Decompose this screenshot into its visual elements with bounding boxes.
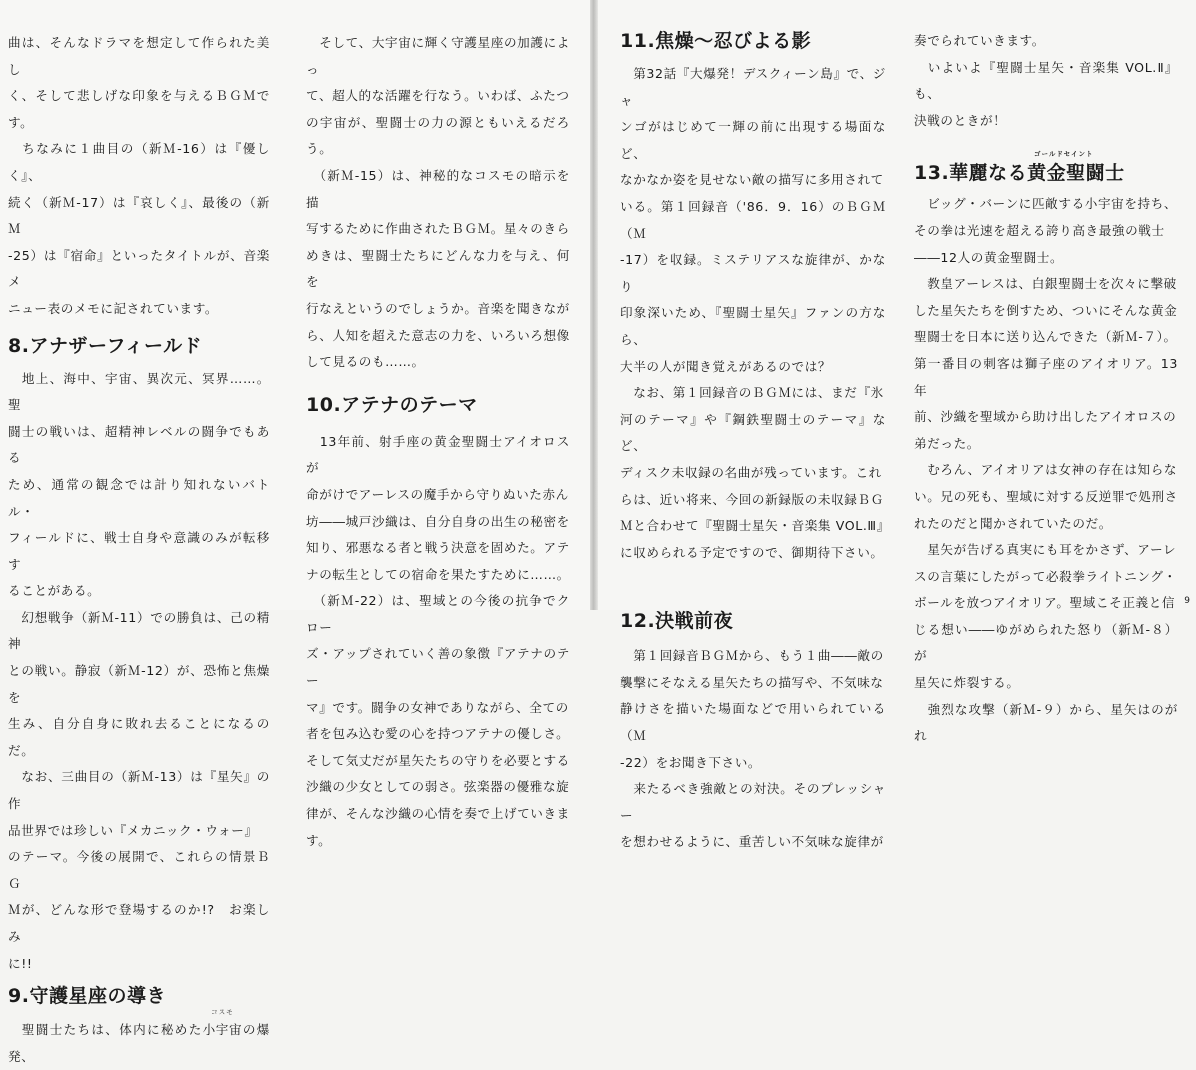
text-line: 前、沙織を聖域から助け出したアイオロスの — [914, 409, 1177, 425]
text-line: なかなか姿を見せない敵の描写に多用されて — [620, 172, 884, 188]
column-4-paragraph — [914, 28, 1178, 134]
left-column-2 — [306, 30, 570, 854]
text-line: 生み、自分自身に敗れ去ることになるのだ。 — [8, 716, 270, 758]
text-line: 行なえというのでしょうか。音楽を聞きなが — [306, 300, 570, 316]
text-line: して見るのも……。 — [306, 354, 425, 370]
text-line: 第一番目の刺客は獅子座のアイオリア。13年 — [914, 355, 1178, 398]
text-line: 第１回録音ＢＧＭから、もう１曲――敵の — [620, 648, 884, 664]
right-page — [598, 0, 1196, 850]
text-line: そして、大宇宙に輝く守護星座の加護によっ — [306, 35, 570, 77]
page-number: 9 — [1184, 596, 1190, 606]
text-line: ため、通常の観念では計り知れないバトル・ — [8, 476, 270, 519]
text-line: 者を包み込む愛の心を持つアテナの優しさ。 — [306, 726, 570, 742]
text-line: むろん、アイオリアは女神の存在は知らな — [914, 462, 1178, 478]
text-line: -22）をお聞き下さい。 — [620, 754, 762, 770]
left-column-1 — [8, 30, 270, 1070]
section-13-title: ゴールドセイント 13.華麗なる黄金聖闘士 — [914, 150, 1125, 185]
text-line: 奏でられていきます。 — [914, 33, 1045, 48]
text-line: -17）を収録。ミステリアスな旋律が、かなり — [620, 252, 886, 294]
text-line: 命がけでアーレスの魔手から守りぬいた赤ん — [306, 486, 569, 502]
text-line: て、超人的な活躍を行なう。いわば、ふたつ — [306, 88, 570, 104]
text-line: らは、近い将来、今回の新録版の未収録ＢＧ — [620, 491, 884, 507]
text-line: 地上、海中、宇宙、異次元、冥界……。聖 — [8, 370, 270, 413]
text-line: 沙織の少女としての弱さ。弦楽器の優雅な旋 — [306, 779, 570, 795]
text-line: 13年前、射手座の黄金聖闘士アイオロスが — [306, 433, 570, 476]
book-gutter — [590, 0, 598, 610]
text-line: 静けさを描いた場面などで用いられている（Ｍ — [620, 701, 886, 744]
text-line: 第32話『大爆発！デスクィーン島』で、ジャ — [620, 66, 886, 108]
text-line: 闘士の戦いは、超精神レベルの闘争でもある — [8, 423, 270, 466]
text-line: に!! — [8, 955, 33, 971]
text-line: れたのだと聞かされていたのだ。 — [914, 515, 1112, 531]
text-line: いる。第１回録音（'86．9．16）のＢＧＭ（Ｍ — [620, 198, 886, 241]
text-line: フィールドに、戦士自身や意識のみが転移す — [8, 530, 270, 572]
section-8-title: 8.アナザーフィールド — [8, 334, 203, 357]
text-line: い。兄の死も、聖域に対する反逆罪で処刑さ — [914, 488, 1178, 504]
text-line: スの言葉にしたがって必殺拳ライトニング・ — [914, 568, 1177, 584]
text-line: のテーマ。今後の展開で、これらの情景ＢＧ — [8, 849, 270, 891]
text-line: （新Ｍ-15）は、神秘的なコスモの暗示を描 — [306, 167, 570, 210]
text-line: 幻想戦争（新Ｍ-11）での勝負は、己の精神 — [8, 609, 270, 652]
section-9-title: 9.守護星座の導き — [8, 985, 166, 1008]
text-line: Ｍと合わせて『聖闘士星矢・音楽集 VOL.Ⅲ』 — [620, 518, 890, 534]
section-11-title: 11.焦燥〜忍びよる影 — [620, 30, 812, 52]
text-line: 大半の人が聞き覚えがあるのでは？ — [620, 358, 832, 374]
text-line: 聖闘士を日本に送り込んできた（新Ｍ-７）。 — [914, 329, 1177, 345]
text-line: 写するために作曲されたＢＧＭ。星々のきら — [306, 221, 570, 237]
column-2-paragraph — [306, 30, 570, 376]
text-line: を想わせるように、重苦しい不気味な旋律が — [620, 834, 884, 850]
text-line: との戦い。静寂（新Ｍ-12）が、恐怖と焦燥を — [8, 663, 270, 705]
section-11-body — [620, 61, 890, 566]
text-line: ニュー表のメモに記されています。 — [8, 300, 219, 316]
text-line: 曲は、そんなドラマを想定して作られた美し — [8, 35, 270, 77]
section-8-body — [8, 366, 270, 978]
section-13-ruby: ゴールドセイント — [1034, 150, 1094, 159]
text-line: その拳は光速を超える誇り高き最強の戦士 — [914, 222, 1165, 238]
text-line: 来たるべき強敵との対決。そのプレッシャー — [620, 781, 886, 823]
text-line: なお、三曲目の（新Ｍ-13）は『星矢』の作 — [8, 769, 270, 812]
text-line: に収められる予定ですので、御期待下さい。 — [620, 544, 884, 560]
text-line: -25）は『宿命』といったタイトルが、音楽メ — [8, 247, 270, 290]
section-12-body — [620, 643, 886, 856]
right-column-1 — [620, 26, 890, 856]
text-line: そして気丈だが星矢たちの守りを必要とする — [306, 752, 570, 768]
text-line: ――12人の黄金聖闘士。 — [914, 249, 1064, 265]
text-line: ナの転生としての宿命を果たすために……。 — [306, 566, 570, 582]
text-line: く、そして悲しげな印象を与えるＢＧＭです。 — [8, 88, 270, 130]
text-line: ることがある。 — [8, 583, 101, 599]
text-line: ボールを放つアイオリア。聖域こそ正義と信 — [914, 595, 1176, 611]
text-line: 品世界では珍しい『メカニック・ウォー』 — [8, 822, 258, 838]
text-line: の宇宙が、聖闘士の力の源ともいえるだろう。 — [306, 114, 570, 157]
text-line: 続く（新Ｍ-17）は『哀しく』、最後の（新Ｍ — [8, 194, 270, 237]
intro-paragraph — [8, 30, 270, 323]
right-column-2 — [914, 28, 1178, 750]
text-line: 弟だった。 — [914, 435, 980, 451]
text-line: 星矢に炸裂する。 — [914, 675, 1020, 691]
text-line: めきは、聖闘士たちにどんな力を与え、何を — [306, 247, 570, 290]
text-line: ちなみに１曲目の（新Ｍ-16）は『優しく』、 — [8, 141, 270, 183]
text-line: 坊――城戸沙織は、自分自身の出生の秘密を — [306, 513, 570, 529]
text-line: ズ・アップされていく善の象徴『アテナのテー — [306, 646, 570, 689]
text-line: 河のテーマ』や『鋼鉄聖闘士のテーマ』など、 — [620, 411, 886, 454]
text-line: ディスク未収録の名曲が残っています。これ — [620, 464, 882, 480]
text-line: ンゴがはじめて一輝の前に出現する場面など、 — [620, 119, 886, 161]
text-line: 知り、邪悪なる者と戦う決意を固めた。アテ — [306, 540, 570, 556]
text-line: 教皇アーレスは、白銀聖闘士を次々に撃破 — [914, 276, 1177, 292]
text-line: 印象深いため、『聖闘士星矢』ファンの方なら、 — [620, 305, 886, 347]
text-line: マ』です。闘争の女神でありながら、全ての — [306, 699, 569, 715]
text-line: （新Ｍ-22）は、聖域との今後の抗争でクロー — [306, 593, 570, 635]
text-line: 強烈な攻撃（新Ｍ-９）から、星矢はのがれ — [914, 701, 1178, 744]
section-9-line: 聖闘士たちは、体内に秘めた コスモ 小宇宙の爆発、 — [8, 1008, 271, 1064]
text-line: 決戦のときが！ — [914, 112, 1007, 128]
text-line: なお、第１回録音のＢＧＭには、まだ『氷 — [620, 385, 884, 401]
section-12-title: 12.決戦前夜 — [620, 610, 734, 633]
section-10-title: 10.アテナのテーマ — [306, 393, 478, 416]
text-line: 律が、そんな沙織の心情を奏で上げていきま — [306, 806, 570, 822]
text-line: いよいよ『聖闘士星矢・音楽集 VOL.Ⅱ』も、 — [914, 59, 1178, 102]
text-line: す。 — [306, 832, 332, 848]
section-13-body — [914, 191, 1178, 749]
section-10-body — [306, 429, 570, 855]
text-line: Ｍが、どんな形で登場するのか!? お楽しみ — [8, 902, 270, 944]
text-line: ビッグ・バーンに匹敵する小宇宙を持ち、 — [914, 196, 1178, 212]
left-page — [0, 0, 590, 1064]
text-line: 襲撃にそなえる星矢たちの描写や、不気味な — [620, 674, 884, 690]
text-line: 星矢が告げる真実にも耳をかさず、アーレ — [914, 542, 1177, 558]
text-line: じる想い――ゆがめられた怒り（新Ｍ-８）が — [914, 621, 1178, 664]
text-line: ら、人知を超えた意志の力を、いろいろ想像 — [306, 327, 570, 343]
text-line: した星矢たちを倒すため、ついにそんな黄金 — [914, 302, 1178, 318]
